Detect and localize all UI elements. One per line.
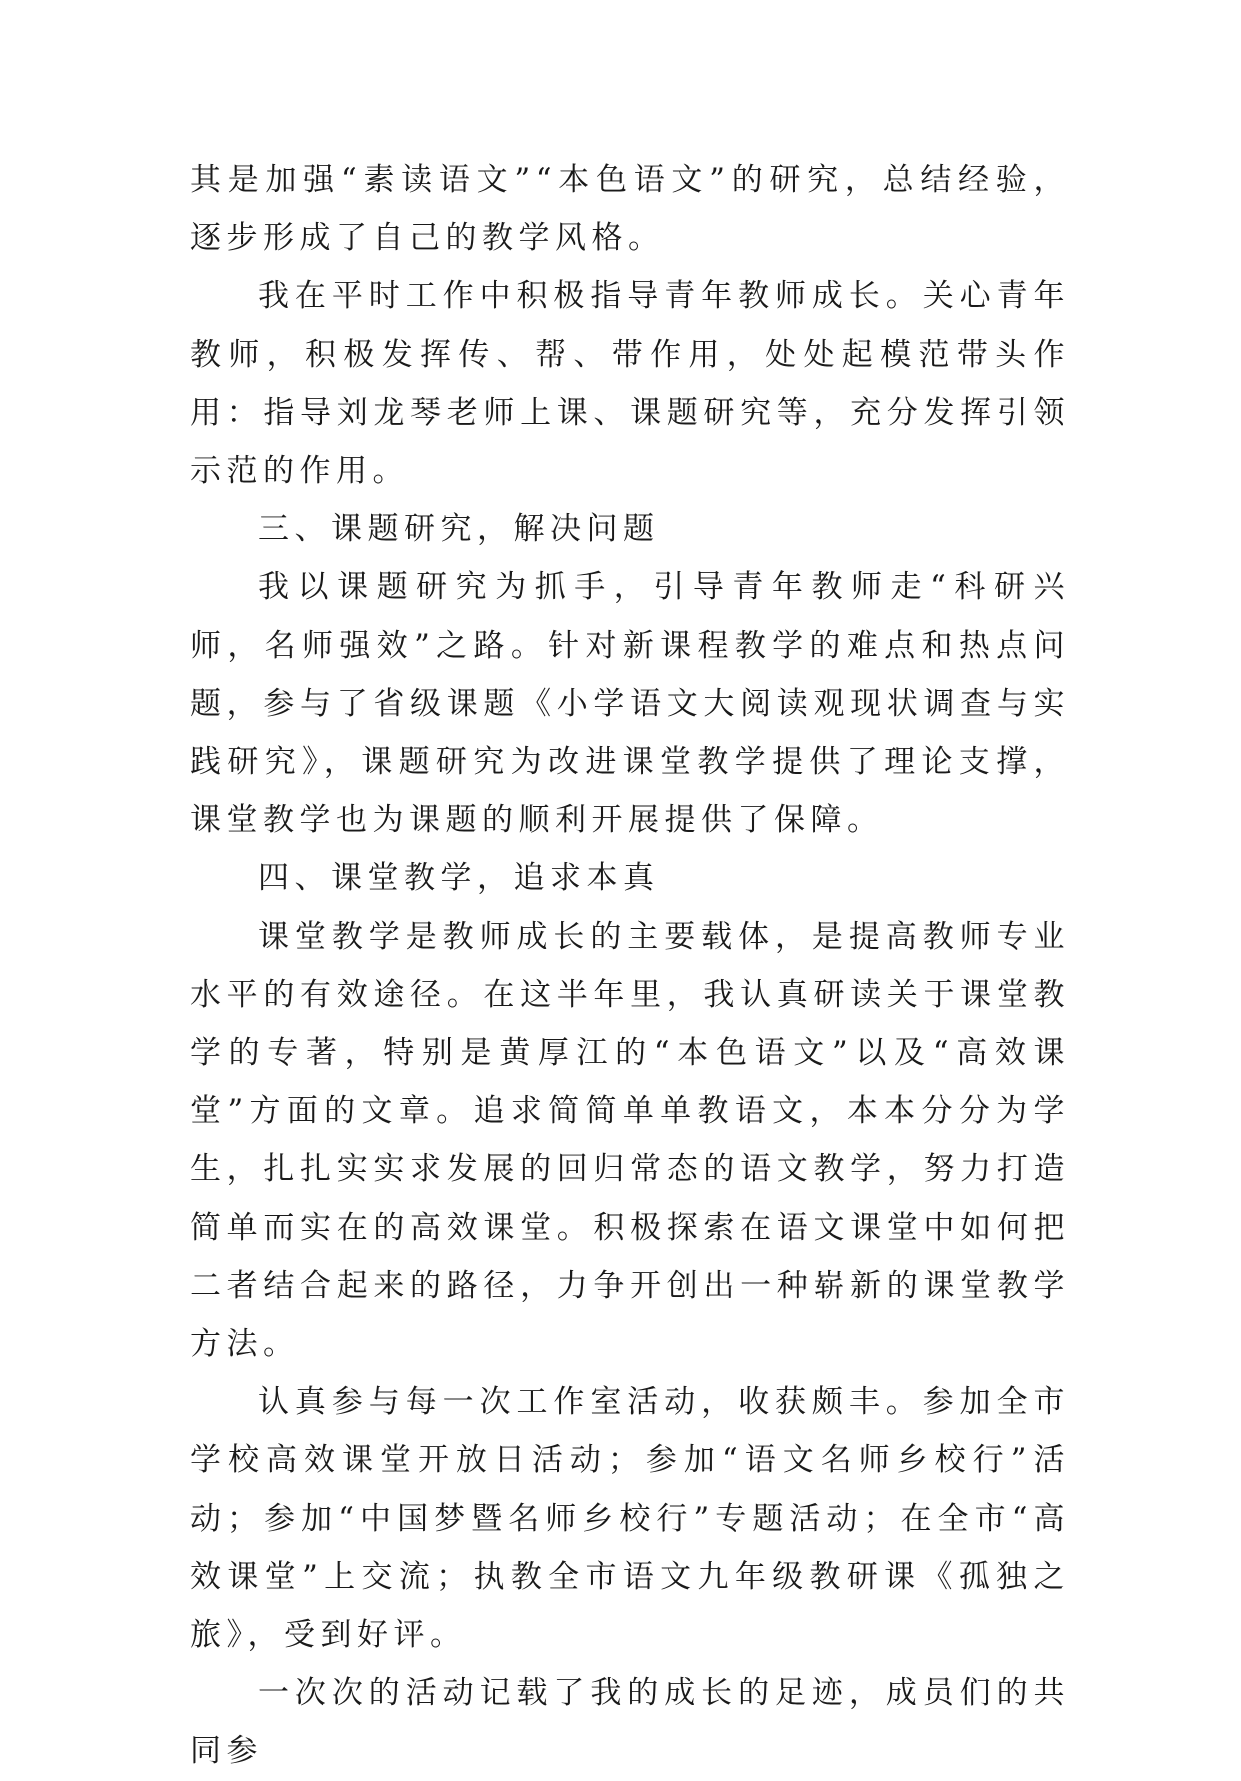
- paragraph-4: 我以课题研究为抓手，引导青年教师走“科研兴师，名师强效”之路。针对新课程教学的难点和热点问题，参与了省级课题《小学语文大阅读观现状调查与实践研究》，课题研究为改进课堂教学提供了理论支撑，课堂教学也为课题的顺利开展提供了保障。: [190, 569, 1070, 839]
- body-text: [190, 151, 1070, 1781]
- paragraph-7: 认真参与每一次工作室活动，收获颇丰。参加全市学校高效课堂开放日活动；参加“语文名师乡校行”活动；参加“中国梦暨名师乡校行”专题活动；在全市“高效课堂”上交流；执教全市语文九年级教研课《孤独之旅》，受到好评。: [190, 1384, 1070, 1654]
- section-heading-3: 三、课题研究，解决问题: [258, 511, 660, 548]
- paragraph-6: 课堂教学是教师成长的主要载体，是提高教师专业水平的有效途径。在这半年里，我认真研读关于课堂教学的专著，特别是黄厚江的“本色语文”以及“高效课堂”方面的文章。追求简简单单教语文，本本分分为学生，扎扎实实求发展的回归常态的语文教学，努力打造简单而实在的高效课堂。积极探索在语文课堂中如何把二者结合起来的路径，力争开创出一种崭新的课堂教学方法。: [190, 918, 1070, 1363]
- paragraph-8: 一次次的活动记载了我的成长的足迹，成员们的共同参: [190, 1675, 1070, 1770]
- section-heading-4: 四、课堂教学，追求本真: [258, 860, 660, 897]
- paragraph-1: 其是加强“素读语文”“本色语文”的研究，总结经验，逐步形成了自己的教学风格。: [190, 162, 1070, 257]
- paragraph-2: 我在平时工作中积极指导青年教师成长。关心青年教师，积极发挥传、帮、带作用，处处起模范带头作用：指导刘龙琴老师上课、课题研究等，充分发挥引领示范的作用。: [190, 278, 1070, 490]
